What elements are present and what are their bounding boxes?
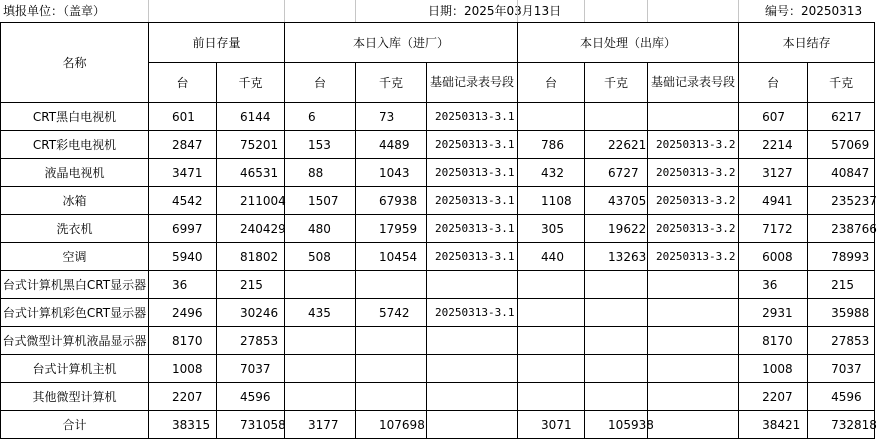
row-name-cell[interactable]: 空调 — [1, 243, 149, 271]
prev-kg-cell[interactable]: 81802 — [217, 243, 285, 271]
bal-tai-cell[interactable]: 2214 — [739, 131, 808, 159]
row-name-cell[interactable]: 台式微型计算机液晶显示器 — [1, 327, 149, 355]
in-kg-cell[interactable] — [356, 383, 427, 411]
prev-tai-cell[interactable]: 1008 — [149, 355, 217, 383]
in-tai-cell[interactable] — [285, 327, 356, 355]
out-tai-cell[interactable] — [518, 299, 585, 327]
in-tai-header[interactable]: 台 — [285, 63, 356, 103]
table-row — [1, 299, 875, 327]
in-record-header[interactable]: 基础记录表号段 — [427, 63, 518, 103]
in-record-cell[interactable]: 20250313-3.1 — [427, 187, 518, 215]
out-record-cell[interactable]: 20250313-3.2 — [648, 215, 739, 243]
grid-line — [738, 0, 739, 22]
bal-kg-cell[interactable]: 732818 — [808, 411, 875, 439]
in-tai-cell[interactable]: 3177 — [285, 411, 356, 439]
bal-kg-cell[interactable]: 235237 — [808, 187, 875, 215]
bal-tai-cell[interactable]: 4941 — [739, 187, 808, 215]
out-record-cell[interactable]: 20250313-3.2 — [648, 187, 739, 215]
bal-kg-header[interactable]: 千克 — [808, 63, 875, 103]
prev-tai-cell[interactable]: 2847 — [149, 131, 217, 159]
in-tai-cell[interactable] — [285, 355, 356, 383]
row-name-cell[interactable]: 台式计算机彩色CRT显示器 — [1, 299, 149, 327]
in-record-cell[interactable]: 20250313-3.1 — [427, 299, 518, 327]
bal-tai-cell[interactable]: 2931 — [739, 299, 808, 327]
prev-tai-cell[interactable]: 601 — [149, 103, 217, 131]
prev-kg-cell[interactable]: 211004 — [217, 187, 285, 215]
bal-kg-cell[interactable]: 238766 — [808, 215, 875, 243]
in-kg-cell[interactable]: 107698 — [356, 411, 427, 439]
out-record-cell[interactable]: 20250313-3.2 — [648, 131, 739, 159]
out-tai-cell[interactable]: 3071 — [518, 411, 585, 439]
out-record-cell[interactable] — [648, 103, 739, 131]
out-record-cell[interactable] — [648, 411, 739, 439]
bal-tai-cell[interactable]: 1008 — [739, 355, 808, 383]
row-name-cell[interactable]: 冰箱 — [1, 187, 149, 215]
bal-tai-cell[interactable]: 8170 — [739, 327, 808, 355]
bal-kg-cell[interactable]: 4596 — [808, 383, 875, 411]
prev-tai-cell[interactable]: 6997 — [149, 215, 217, 243]
out-tai-cell[interactable]: 1108 — [518, 187, 585, 215]
table-row — [1, 327, 875, 355]
out-tai-cell[interactable] — [518, 103, 585, 131]
table-row — [1, 355, 875, 383]
table-row — [1, 187, 875, 215]
group-inbound[interactable]: 本日入库（进厂） — [285, 23, 518, 63]
out-tai-cell[interactable] — [518, 327, 585, 355]
in-kg-cell[interactable] — [356, 327, 427, 355]
in-record-cell[interactable] — [427, 355, 518, 383]
prev-kg-cell[interactable]: 7037 — [217, 355, 285, 383]
bal-kg-cell[interactable]: 215 — [808, 271, 875, 299]
grid-line — [148, 0, 149, 22]
in-record-cell[interactable]: 20250313-3.1 — [427, 243, 518, 271]
in-tai-cell[interactable]: 508 — [285, 243, 356, 271]
bal-kg-cell[interactable]: 6217 — [808, 103, 875, 131]
grid-line — [517, 0, 518, 22]
name-header[interactable]: 名称 — [1, 23, 149, 103]
bal-tai-cell[interactable]: 607 — [739, 103, 808, 131]
bal-kg-cell[interactable]: 35988 — [808, 299, 875, 327]
in-kg-cell[interactable]: 4489 — [356, 131, 427, 159]
bal-kg-cell[interactable]: 57069 — [808, 131, 875, 159]
in-record-cell[interactable]: 20250313-3.1 — [427, 131, 518, 159]
in-record-cell[interactable]: 20250313-3.1 — [427, 159, 518, 187]
out-kg-header[interactable]: 千克 — [585, 63, 648, 103]
inventory-table — [0, 22, 875, 439]
out-kg-cell[interactable]: 43705 — [585, 187, 648, 215]
unit-label: 填报单位：（盖章） — [3, 4, 106, 18]
row-name-cell[interactable]: 液晶电视机 — [1, 159, 149, 187]
date-label: 日期：2025年03月13日 — [428, 4, 562, 18]
bal-tai-cell[interactable]: 3127 — [739, 159, 808, 187]
in-tai-cell[interactable]: 480 — [285, 215, 356, 243]
in-record-cell[interactable]: 20250313-3.1 — [427, 215, 518, 243]
grid-line — [284, 0, 285, 22]
group-balance[interactable]: 本日结存 — [739, 23, 875, 63]
in-tai-cell[interactable]: 1507 — [285, 187, 356, 215]
out-kg-cell[interactable] — [585, 103, 648, 131]
row-name-cell[interactable]: 台式计算机主机 — [1, 355, 149, 383]
prev-tai-cell[interactable]: 2496 — [149, 299, 217, 327]
report-header — [0, 0, 874, 23]
serial-label: 编号：20250313 — [765, 4, 863, 18]
in-kg-cell[interactable] — [356, 355, 427, 383]
in-tai-cell[interactable]: 435 — [285, 299, 356, 327]
prev-tai-cell[interactable]: 5940 — [149, 243, 217, 271]
prev-tai-cell[interactable]: 2207 — [149, 383, 217, 411]
bal-tai-cell[interactable]: 38421 — [739, 411, 808, 439]
in-kg-cell[interactable]: 1043 — [356, 159, 427, 187]
out-tai-cell[interactable]: 440 — [518, 243, 585, 271]
out-tai-cell[interactable] — [518, 383, 585, 411]
in-kg-header[interactable]: 千克 — [356, 63, 427, 103]
row-name-cell[interactable]: 洗衣机 — [1, 215, 149, 243]
table-row — [1, 271, 875, 299]
out-kg-cell[interactable] — [585, 383, 648, 411]
prev-tai-cell[interactable]: 8170 — [149, 327, 217, 355]
out-record-cell[interactable] — [648, 383, 739, 411]
out-kg-cell[interactable] — [585, 271, 648, 299]
in-kg-cell[interactable]: 67938 — [356, 187, 427, 215]
in-record-cell[interactable] — [427, 327, 518, 355]
prev-kg-cell[interactable]: 75201 — [217, 131, 285, 159]
bal-kg-cell[interactable]: 78993 — [808, 243, 875, 271]
out-record-cell[interactable] — [648, 271, 739, 299]
bal-tai-cell[interactable]: 6008 — [739, 243, 808, 271]
out-kg-cell[interactable]: 22621 — [585, 131, 648, 159]
bal-kg-cell[interactable]: 27853 — [808, 327, 875, 355]
out-tai-cell[interactable]: 305 — [518, 215, 585, 243]
in-kg-cell[interactable]: 10454 — [356, 243, 427, 271]
out-record-cell[interactable] — [648, 327, 739, 355]
out-kg-cell[interactable]: 13263 — [585, 243, 648, 271]
prev-tai-cell[interactable]: 36 — [149, 271, 217, 299]
group-prev-stock[interactable]: 前日存量 — [149, 23, 285, 63]
in-kg-cell[interactable]: 17959 — [356, 215, 427, 243]
bal-kg-cell[interactable]: 7037 — [808, 355, 875, 383]
out-tai-cell[interactable]: 432 — [518, 159, 585, 187]
in-tai-cell[interactable]: 6 — [285, 103, 356, 131]
table-row — [1, 131, 875, 159]
grid-line — [647, 0, 648, 22]
prev-kg-cell[interactable]: 27853 — [217, 327, 285, 355]
prev-kg-cell[interactable]: 215 — [217, 271, 285, 299]
out-tai-cell[interactable] — [518, 355, 585, 383]
grid-line — [355, 0, 356, 22]
out-kg-cell[interactable] — [585, 355, 648, 383]
out-kg-cell[interactable] — [585, 299, 648, 327]
row-name-cell[interactable]: 台式计算机黑白CRT显示器 — [1, 271, 149, 299]
row-name-cell[interactable]: CRT黑白电视机 — [1, 103, 149, 131]
in-tai-cell[interactable] — [285, 271, 356, 299]
prev-kg-cell[interactable]: 30246 — [217, 299, 285, 327]
in-tai-cell[interactable]: 153 — [285, 131, 356, 159]
in-tai-cell[interactable] — [285, 383, 356, 411]
bal-tai-cell[interactable]: 2207 — [739, 383, 808, 411]
out-tai-cell[interactable]: 786 — [518, 131, 585, 159]
table-row — [1, 103, 875, 131]
table-row — [1, 215, 875, 243]
prev-kg-cell[interactable]: 46531 — [217, 159, 285, 187]
table-row — [1, 383, 875, 411]
out-record-cell[interactable] — [648, 299, 739, 327]
prev-tai-header[interactable]: 台 — [149, 63, 217, 103]
grid-line — [584, 0, 585, 22]
prev-kg-cell[interactable]: 4596 — [217, 383, 285, 411]
prev-kg-cell[interactable]: 6144 — [217, 103, 285, 131]
out-kg-cell[interactable]: 19622 — [585, 215, 648, 243]
in-kg-cell[interactable]: 5742 — [356, 299, 427, 327]
out-tai-header[interactable]: 台 — [518, 63, 585, 103]
table-row — [1, 159, 875, 187]
in-record-cell[interactable] — [427, 411, 518, 439]
row-name-cell[interactable]: CRT彩电电视机 — [1, 131, 149, 159]
row-name-cell[interactable]: 其他微型计算机 — [1, 383, 149, 411]
out-record-cell[interactable]: 20250313-3.2 — [648, 159, 739, 187]
prev-kg-cell[interactable]: 240429 — [217, 215, 285, 243]
in-kg-cell[interactable]: 73 — [356, 103, 427, 131]
prev-tai-cell[interactable]: 3471 — [149, 159, 217, 187]
row-name-cell[interactable]: 合计 — [1, 411, 149, 439]
out-record-cell[interactable]: 20250313-3.2 — [648, 243, 739, 271]
total-row — [1, 411, 875, 439]
out-record-header[interactable]: 基础记录表号段 — [648, 63, 739, 103]
in-kg-cell[interactable] — [356, 271, 427, 299]
out-kg-cell[interactable]: 6727 — [585, 159, 648, 187]
out-record-cell[interactable] — [648, 355, 739, 383]
group-outbound[interactable]: 本日处理（出库） — [518, 23, 739, 63]
prev-tai-cell[interactable]: 38315 — [149, 411, 217, 439]
table-row — [1, 243, 875, 271]
in-record-cell[interactable] — [427, 383, 518, 411]
prev-kg-cell[interactable]: 731058 — [217, 411, 285, 439]
bal-kg-cell[interactable]: 40847 — [808, 159, 875, 187]
out-tai-cell[interactable] — [518, 271, 585, 299]
in-tai-cell[interactable]: 88 — [285, 159, 356, 187]
prev-kg-header[interactable]: 千克 — [217, 63, 285, 103]
bal-tai-header[interactable]: 台 — [739, 63, 808, 103]
out-kg-cell[interactable] — [585, 327, 648, 355]
in-record-cell[interactable]: 20250313-3.1 — [427, 103, 518, 131]
prev-tai-cell[interactable]: 4542 — [149, 187, 217, 215]
bal-tai-cell[interactable]: 7172 — [739, 215, 808, 243]
out-kg-cell[interactable]: 105938 — [585, 411, 648, 439]
in-record-cell[interactable] — [427, 271, 518, 299]
bal-tai-cell[interactable]: 36 — [739, 271, 808, 299]
